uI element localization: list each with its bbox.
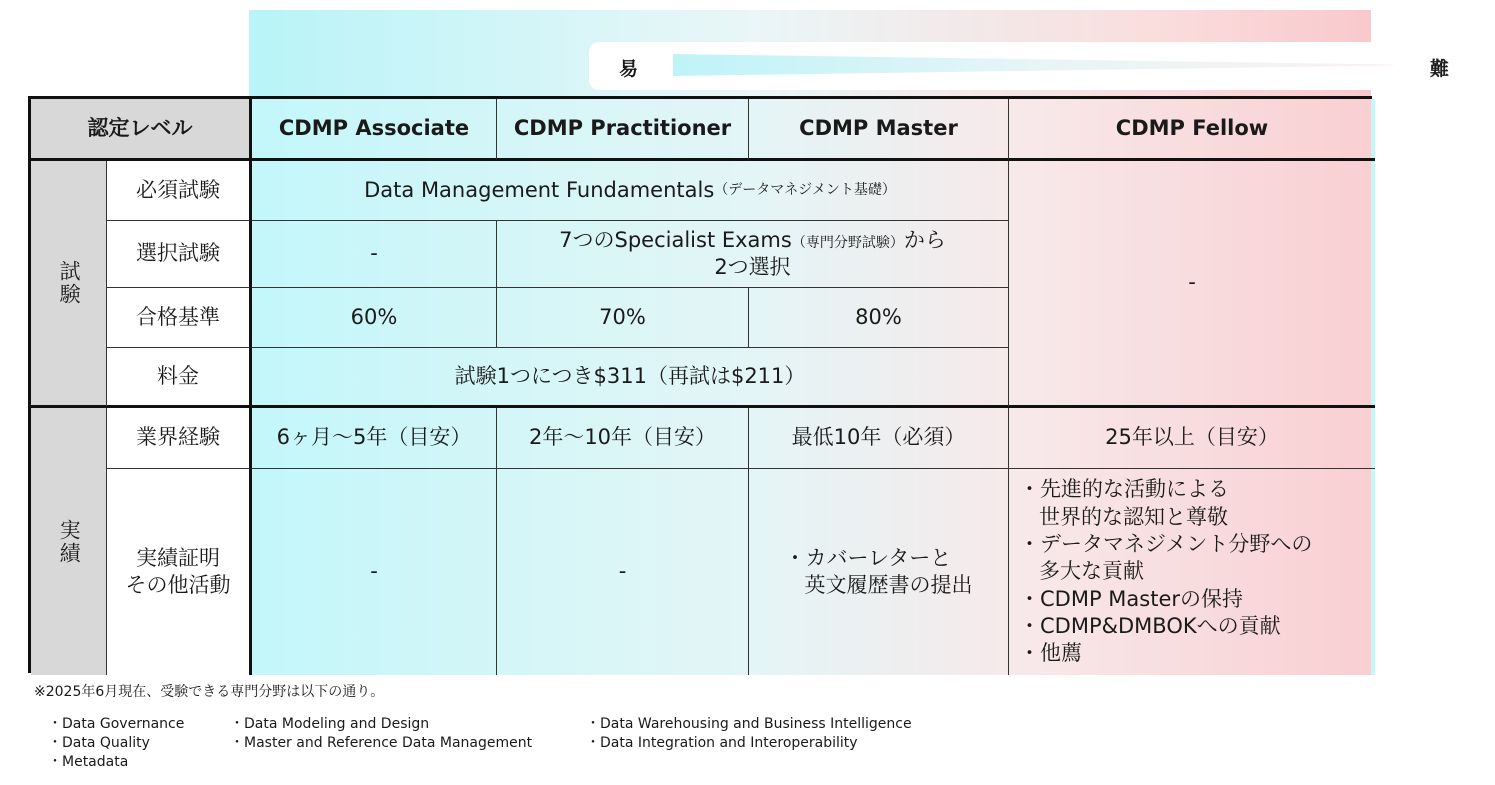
cdmp-level-table: [28, 96, 1372, 673]
exam-area-list-col1: [48, 715, 184, 772]
row-label-required-exam: 必須試験: [107, 161, 252, 221]
elective-exam-note: （専門分野試験）: [791, 234, 904, 251]
experience-fellow: 25年以上（目安）: [1009, 408, 1375, 469]
experience-master: 最低10年（必須）: [749, 408, 1009, 469]
other-master: [749, 469, 1009, 675]
other-label-line1: 実績証明: [136, 545, 220, 570]
passing-master: 80%: [749, 288, 1009, 348]
group-exam: [31, 161, 107, 408]
row-label-experience: 業界経験: [107, 408, 252, 469]
footnote: ※2025年6月現在、受験できる専門分野は以下の通り。: [34, 684, 385, 700]
elective-exam-line1: [559, 227, 946, 254]
group-achievement: [31, 408, 107, 675]
exam-area-list-col3: [586, 715, 912, 753]
fellow-requirement-item: ・データマネジメント分野への: [1019, 532, 1313, 557]
exam-area-item: ・ Master and Reference Data Management: [230, 734, 532, 753]
difficulty-band: [249, 10, 1449, 96]
fellow-exam-value: -: [1009, 161, 1375, 408]
exam-area-item: ・ Data Quality: [48, 734, 184, 753]
fellow-requirement-item: ・CDMP Masterの保持: [1019, 586, 1244, 611]
other-associate: -: [252, 469, 497, 675]
experience-practitioner: 2年～10年（目安）: [497, 408, 749, 469]
required-exam-note: （データマネジメント基礎）: [714, 182, 896, 199]
required-exam-value: [252, 161, 1009, 221]
row-label-other: [107, 469, 252, 675]
row-label-passing: 合格基準: [107, 288, 252, 348]
exam-area-item: ・ Data Warehousing and Business Intelligence: [586, 715, 912, 734]
fellow-requirement-item: 世界的な認知と尊敬: [1039, 504, 1228, 529]
header-master: CDMP Master: [749, 99, 1009, 161]
experience-associate: 6ヶ月～5年（目安）: [252, 408, 497, 469]
exam-area-item: ・ Metadata: [48, 753, 184, 772]
fellow-requirement-item: ・先進的な活動による: [1019, 477, 1229, 502]
row-label-elective-exam: 選択試験: [107, 221, 252, 288]
difficulty-easy-label: 易: [619, 58, 639, 80]
passing-practitioner: 70%: [497, 288, 749, 348]
header-practitioner: CDMP Practitioner: [497, 99, 749, 161]
elective-exam-part1: 7つのSpecialist Exams: [559, 227, 792, 252]
exam-area-list-col2: [230, 715, 532, 753]
difficulty-bar: [589, 42, 1495, 90]
fellow-requirement-item: ・他薦: [1019, 641, 1082, 666]
elective-exam-line2: 2つ選択: [714, 255, 791, 279]
row-label-fee: 料金: [107, 348, 252, 408]
other-master-line2: 英文履歴書の提出: [804, 573, 973, 597]
elective-exam-value: [497, 221, 1009, 288]
exam-area-item: ・ Data Modeling and Design: [230, 715, 532, 734]
group-achievement-label: 実績: [57, 518, 82, 565]
required-exam-main: Data Management Fundamentals: [364, 177, 715, 202]
header-level-label: 認定レベル: [31, 99, 252, 161]
elective-exam-part2: から: [903, 227, 946, 252]
group-exam-label: 試験: [57, 260, 82, 306]
header-fellow: CDMP Fellow: [1009, 99, 1375, 161]
difficulty-arrow-icon: [673, 54, 1393, 76]
exam-area-item: ・ Data Governance: [48, 715, 184, 734]
fellow-requirements-list: [1009, 472, 1322, 671]
fellow-requirement-item: ・CDMP&DMBOKへの貢献: [1019, 613, 1281, 638]
difficulty-hard-label: 難: [1429, 58, 1449, 80]
elective-exam-associate: -: [252, 221, 497, 288]
fee-value: 試験1つにつき$311（再試は$211）: [252, 348, 1009, 408]
fellow-requirement-item: 多大な貢献: [1039, 559, 1144, 584]
passing-associate: 60%: [252, 288, 497, 348]
other-label-line2: その他活動: [125, 573, 231, 597]
exam-area-item: ・ Data Integration and Interoperability: [586, 734, 912, 753]
other-master-line1: ・カバーレターと: [784, 545, 952, 570]
other-practitioner: -: [497, 469, 749, 675]
header-associate: CDMP Associate: [252, 99, 497, 161]
other-fellow: [1009, 469, 1375, 675]
